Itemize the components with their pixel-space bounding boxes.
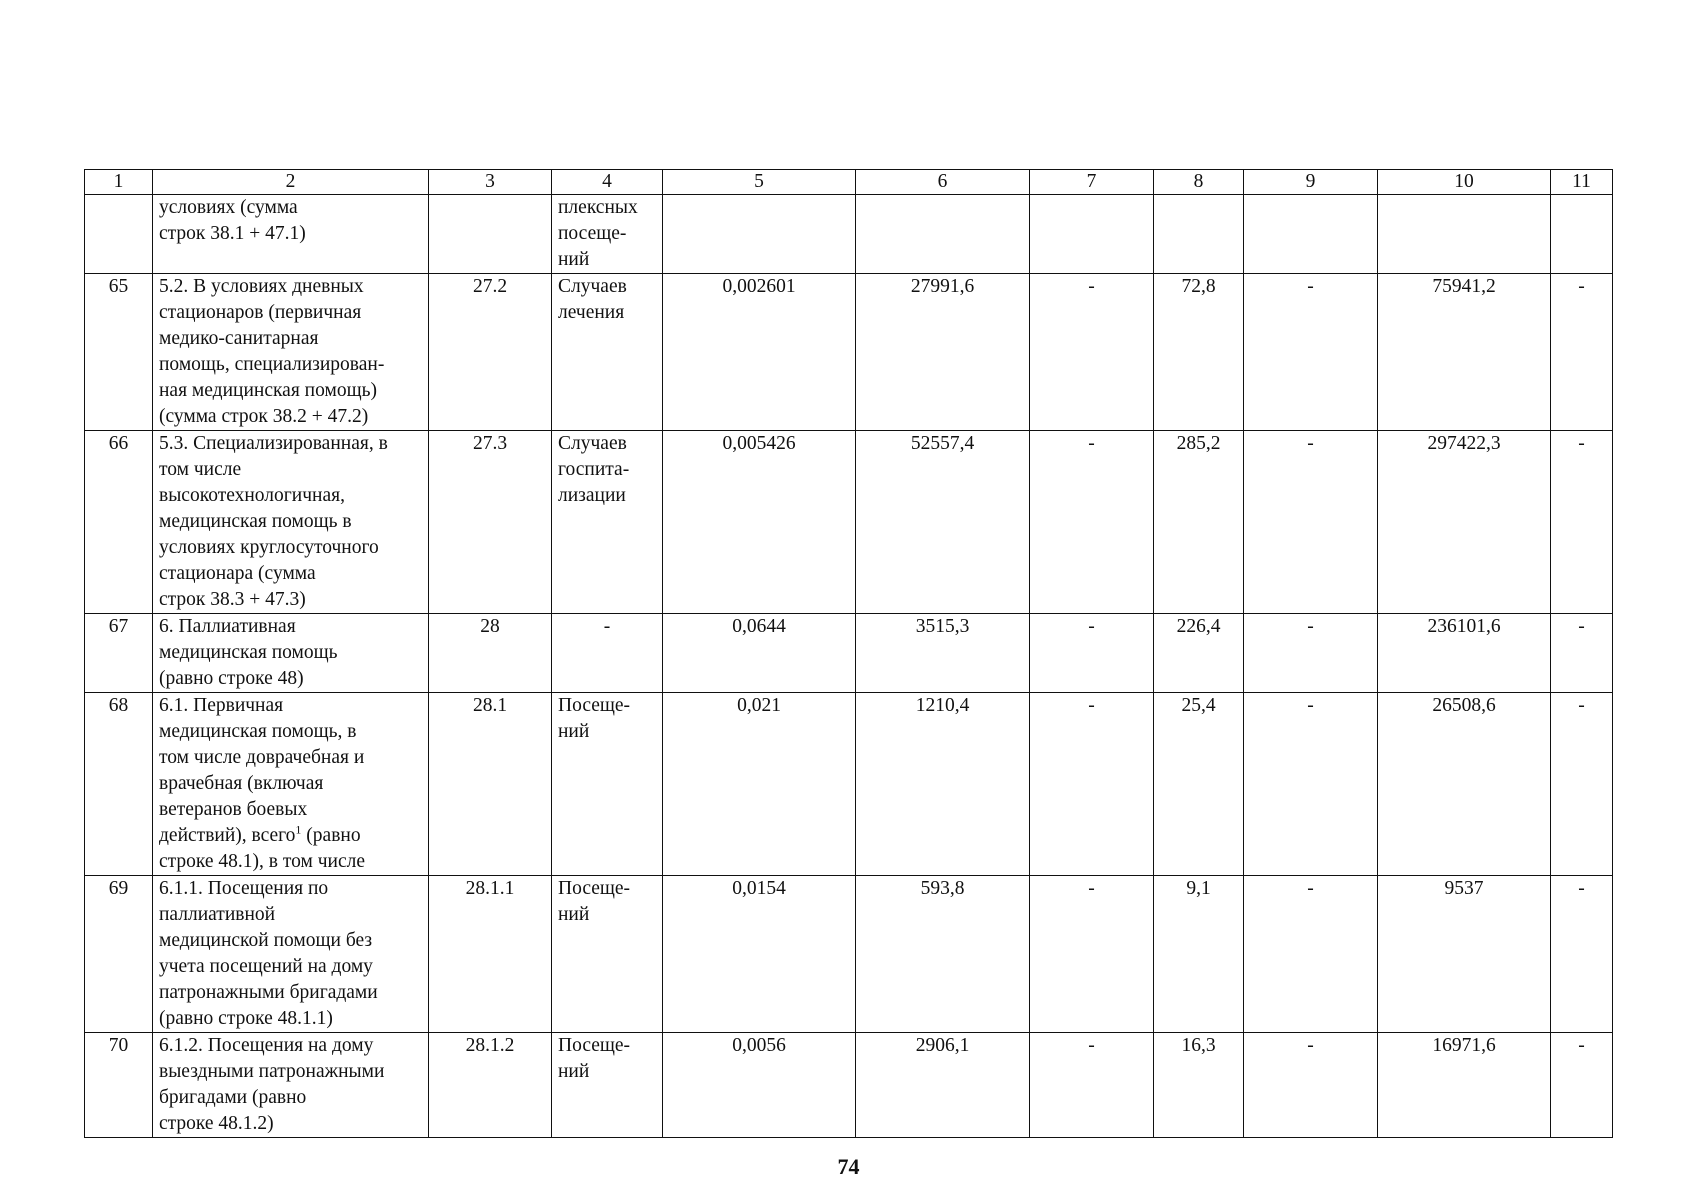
row-description: 5.2. В условиях дневных стационаров (первичная медико-санитарная помощь, специализирован- ная медицинская помощь) (сумма строк 38.2 + 47.2) — [153, 274, 429, 431]
cell-col7: - — [1030, 876, 1154, 1033]
col-header-7: 7 — [1030, 170, 1154, 195]
row-number: 69 — [85, 876, 153, 1033]
cell-col5: 0,0056 — [663, 1033, 856, 1138]
cell-col10: 297422,3 — [1378, 431, 1551, 614]
row-number — [85, 195, 153, 274]
footnote-marker: 1 — [295, 822, 302, 837]
row-line-ref: 28.1.1 — [429, 876, 552, 1033]
cell-col9: - — [1244, 431, 1378, 614]
col-header-8: 8 — [1154, 170, 1244, 195]
row-line-ref: 28.1.2 — [429, 1033, 552, 1138]
table-row — [85, 431, 1613, 614]
cell-col10: 236101,6 — [1378, 614, 1551, 693]
cell-col6: 52557,4 — [856, 431, 1030, 614]
cell-col7: - — [1030, 693, 1154, 876]
cell-col7: - — [1030, 431, 1154, 614]
col-header-10: 10 — [1378, 170, 1551, 195]
cell-col11: - — [1551, 274, 1613, 431]
row-number: 67 — [85, 614, 153, 693]
cell-col7 — [1030, 195, 1154, 274]
row-description-tail: (равно строке 48.1), в том числе — [159, 825, 366, 872]
row-number: 65 — [85, 274, 153, 431]
cell-col9: - — [1244, 614, 1378, 693]
cell-col6: 3515,3 — [856, 614, 1030, 693]
cell-col8: 72,8 — [1154, 274, 1244, 431]
row-unit: Посеще- ний — [552, 1033, 663, 1138]
cell-col8: 9,1 — [1154, 876, 1244, 1033]
cell-col6: 2906,1 — [856, 1033, 1030, 1138]
cell-col10 — [1378, 195, 1551, 274]
cell-col6: 1210,4 — [856, 693, 1030, 876]
cell-col11: - — [1551, 1033, 1613, 1138]
row-unit: Случаев госпита- лизации — [552, 431, 663, 614]
table-row — [85, 614, 1613, 693]
row-unit: Посеще- ний — [552, 693, 663, 876]
col-header-1: 1 — [85, 170, 153, 195]
row-unit: - — [552, 614, 663, 693]
row-number: 66 — [85, 431, 153, 614]
col-header-3: 3 — [429, 170, 552, 195]
cell-col7: - — [1030, 274, 1154, 431]
row-description-main: 6.1. Первичная медицинская помощь, в том числе доврачебная и врачебная (включая ветеранов боевых действий), всего — [159, 695, 365, 846]
cell-col5 — [663, 195, 856, 274]
row-line-ref — [429, 195, 552, 274]
cell-col6: 27991,6 — [856, 274, 1030, 431]
cell-col8: 285,2 — [1154, 431, 1244, 614]
row-description: 6.1.1. Посещения по паллиативной медицинской помощи без учета посещений на дому патронажными бригадами (равно строке 48.1.1) — [153, 876, 429, 1033]
cell-col6: 593,8 — [856, 876, 1030, 1033]
cell-col5: 0,0644 — [663, 614, 856, 693]
header-row — [85, 170, 1613, 195]
cell-col9: - — [1244, 876, 1378, 1033]
row-line-ref: 27.3 — [429, 431, 552, 614]
row-unit: плексных посеще- ний — [552, 195, 663, 274]
col-header-2: 2 — [153, 170, 429, 195]
row-line-ref: 28 — [429, 614, 552, 693]
row-line-ref: 28.1 — [429, 693, 552, 876]
row-description: условиях (сумма строк 38.1 + 47.1) — [153, 195, 429, 274]
table-row — [85, 1033, 1613, 1138]
cell-col9 — [1244, 195, 1378, 274]
row-description: 5.3. Специализированная, в том числе высокотехнологичная, медицинская помощь в условиях круглосуточного стационара (сумма строк 38.3 + 47.3) — [153, 431, 429, 614]
cell-col9: - — [1244, 1033, 1378, 1138]
cell-col10: 9537 — [1378, 876, 1551, 1033]
col-header-6: 6 — [856, 170, 1030, 195]
cell-col7: - — [1030, 614, 1154, 693]
cell-col5: 0,002601 — [663, 274, 856, 431]
row-number: 68 — [85, 693, 153, 876]
cell-col11 — [1551, 195, 1613, 274]
cell-col8: 25,4 — [1154, 693, 1244, 876]
cell-col8: 226,4 — [1154, 614, 1244, 693]
col-header-9: 9 — [1244, 170, 1378, 195]
col-header-4: 4 — [552, 170, 663, 195]
cell-col6 — [856, 195, 1030, 274]
cell-col10: 75941,2 — [1378, 274, 1551, 431]
cell-col9: - — [1244, 693, 1378, 876]
table-row — [85, 693, 1613, 876]
row-unit: Случаев лечения — [552, 274, 663, 431]
cell-col9: - — [1244, 274, 1378, 431]
table-row — [85, 195, 1613, 274]
cell-col7: - — [1030, 1033, 1154, 1138]
cell-col11: - — [1551, 876, 1613, 1033]
cell-col11: - — [1551, 614, 1613, 693]
cell-col11: - — [1551, 431, 1613, 614]
cell-col10: 16971,6 — [1378, 1033, 1551, 1138]
row-description: 6.1.2. Посещения на дому выездными патронажными бригадами (равно строке 48.1.2) — [153, 1033, 429, 1138]
row-description: 6. Паллиативная медицинская помощь (равно строке 48) — [153, 614, 429, 693]
table-row — [85, 876, 1613, 1033]
cell-col8: 16,3 — [1154, 1033, 1244, 1138]
page-number: 74 — [837, 1154, 860, 1179]
table-row — [85, 274, 1613, 431]
row-unit: Посеще- ний — [552, 876, 663, 1033]
cell-col11: - — [1551, 693, 1613, 876]
col-header-11: 11 — [1551, 170, 1613, 195]
cell-col5: 0,005426 — [663, 431, 856, 614]
row-line-ref: 27.2 — [429, 274, 552, 431]
cell-col10: 26508,6 — [1378, 693, 1551, 876]
cell-col8 — [1154, 195, 1244, 274]
data-table — [84, 169, 1613, 1138]
row-number: 70 — [85, 1033, 153, 1138]
cell-col5: 0,021 — [663, 693, 856, 876]
row-description — [153, 693, 429, 876]
col-header-5: 5 — [663, 170, 856, 195]
cell-col5: 0,0154 — [663, 876, 856, 1033]
